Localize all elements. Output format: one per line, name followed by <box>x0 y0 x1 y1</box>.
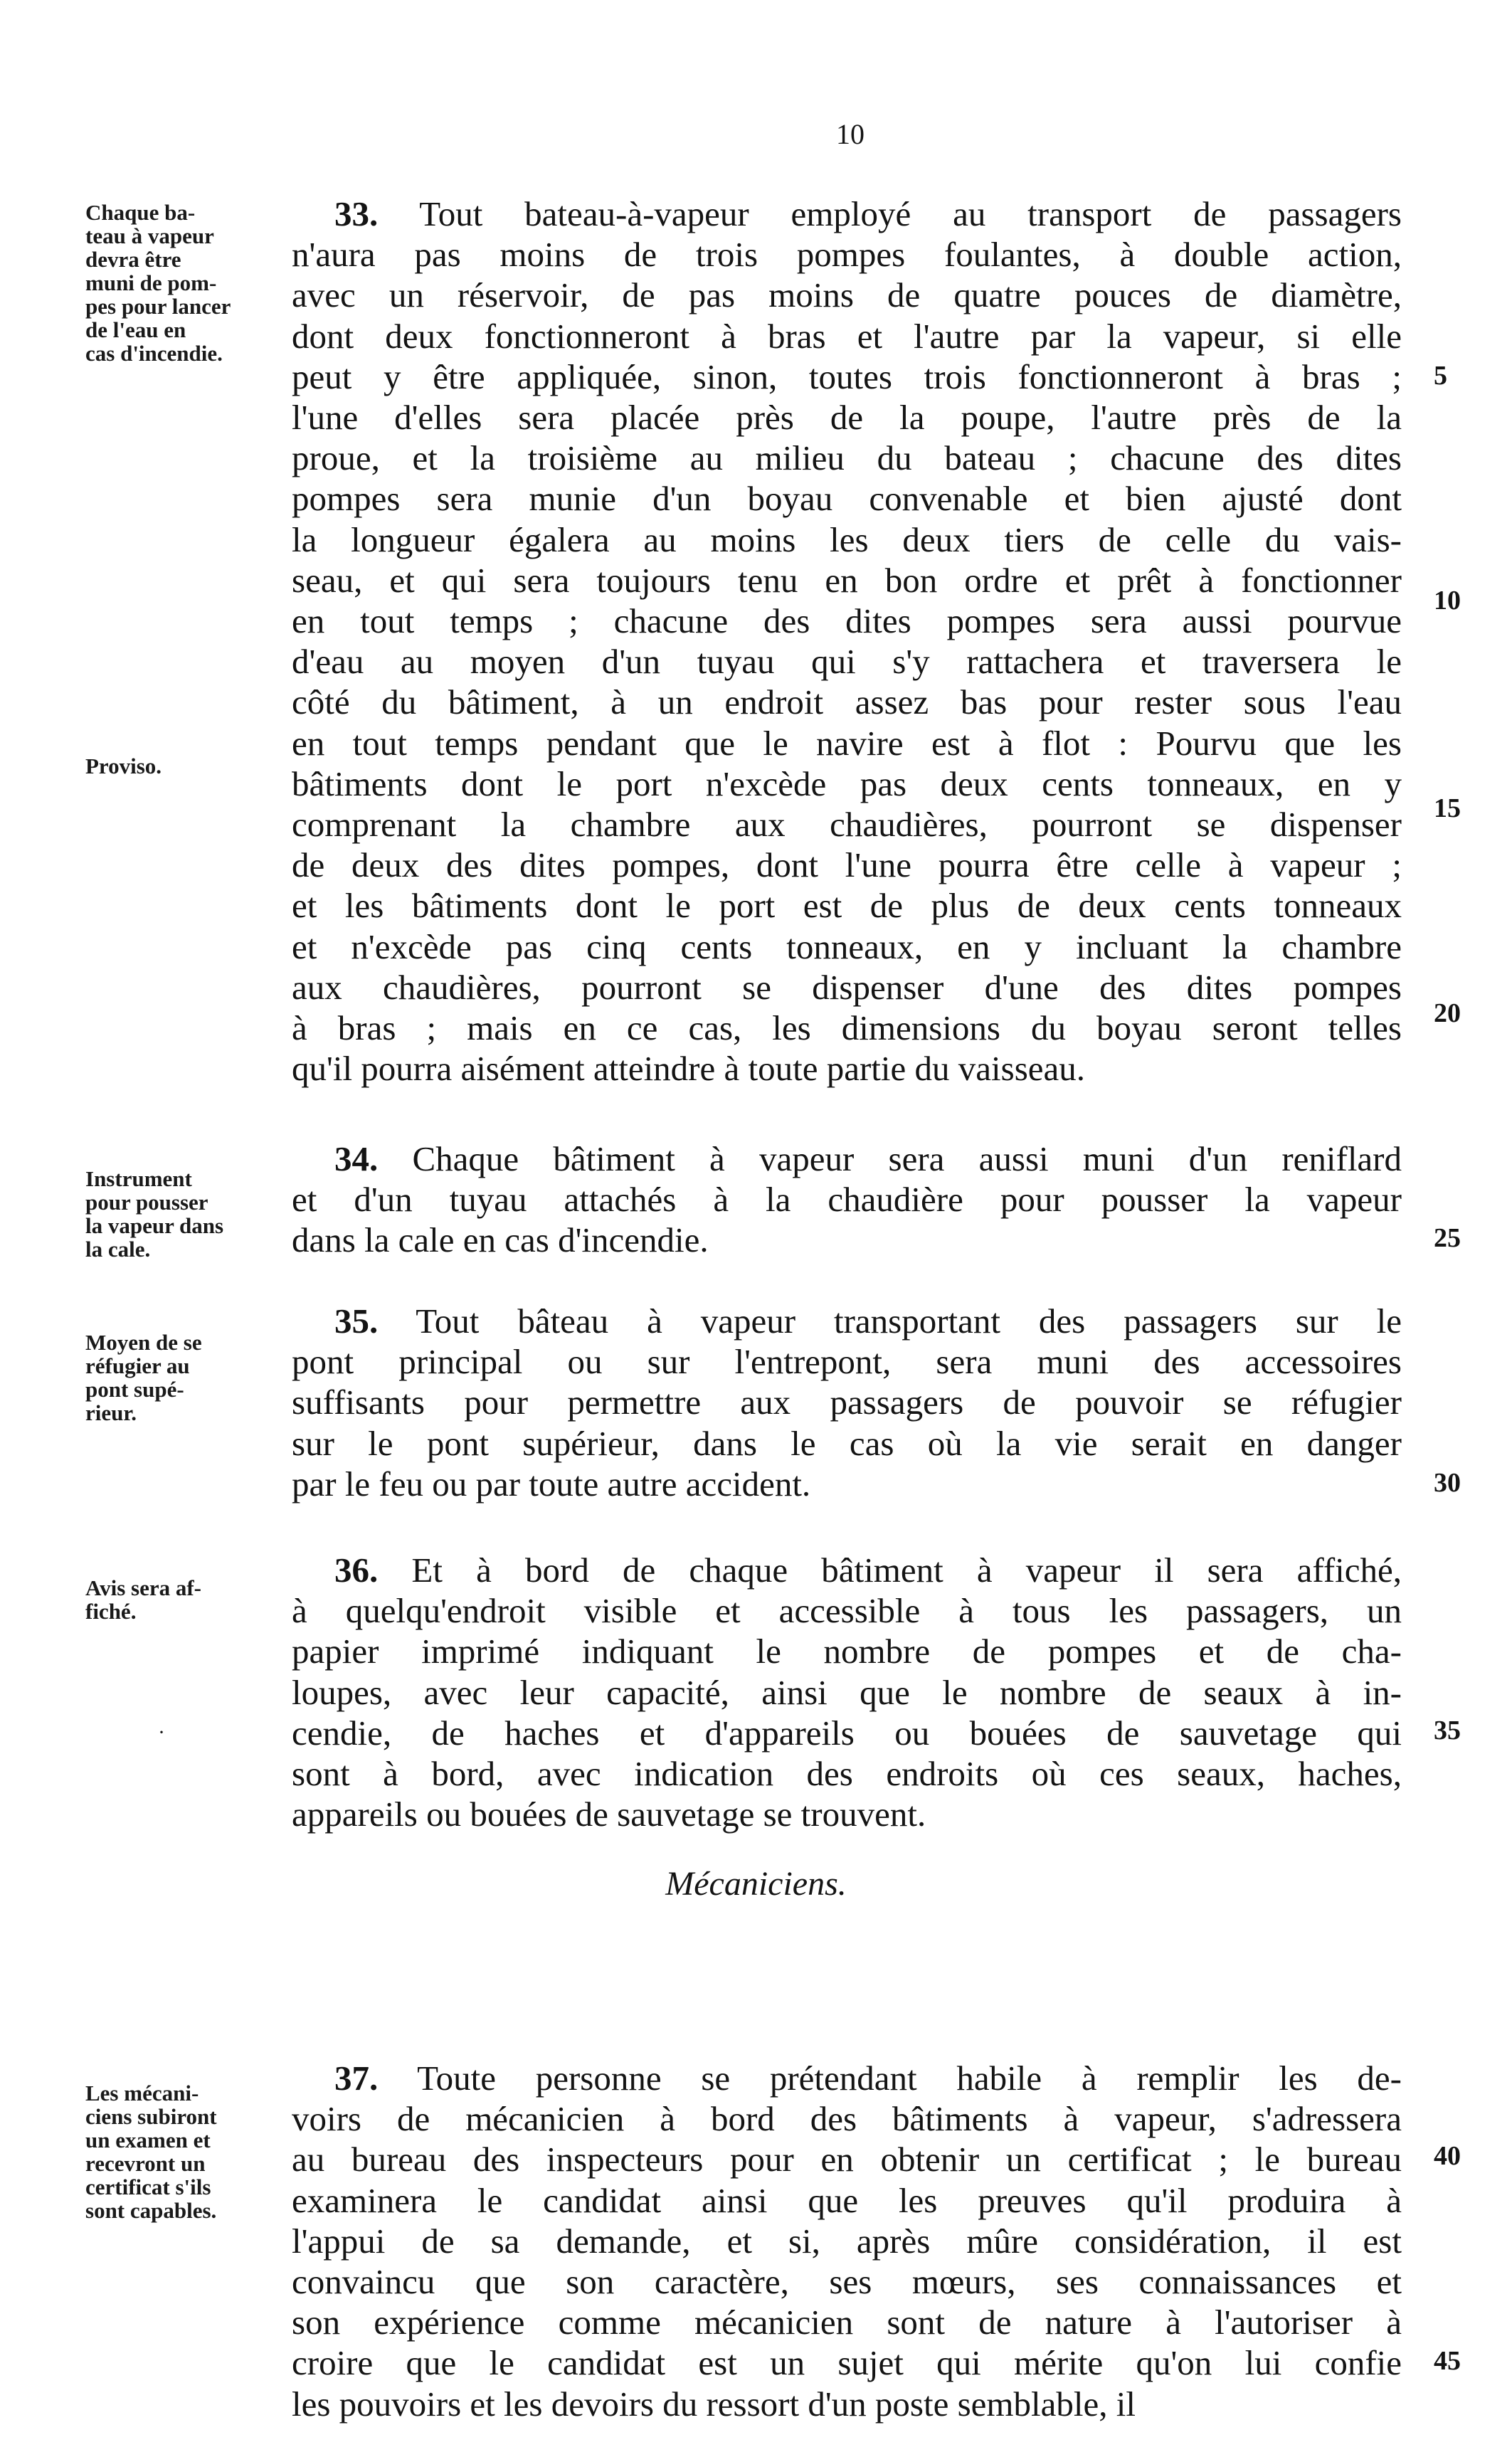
margin-note-line: pes pour lancer <box>85 294 231 319</box>
article-line: sont à bord, avec indication des endroits où ces seaux, haches, <box>292 1754 1402 1794</box>
margin-note-line: muni de pom- <box>85 270 217 295</box>
margin-note-line: Avis sera af- <box>85 1575 201 1600</box>
article-line-text: Et à bord de chaque bâtiment à vapeur il sera affiché, <box>411 1550 1402 1590</box>
article-line: loupes, avec leur capacité, ainsi que le nombre de seaux à in- <box>292 1672 1402 1712</box>
article-line: d'eau au moyen d'un tuyau qui s'y rattachera et traversera le <box>292 642 1402 682</box>
margin-note-article-34 <box>85 1167 292 1261</box>
article-number: 37. <box>334 2059 379 2098</box>
margin-note-line: rieur. <box>85 1400 137 1425</box>
margin-note-article-36 <box>85 1576 292 1623</box>
article-line: proue, et la troisième au milieu du bateau ; chacune des dites <box>292 438 1402 478</box>
article-line: l'appui de sa demande, et si, après mûre considération, il est <box>292 2221 1402 2261</box>
article-line: bâtiments dont le port n'excède pas deux cents tonneaux, en y <box>292 763 1402 803</box>
margin-note-line: recevront un <box>85 2151 206 2176</box>
stray-mark: · <box>158 1721 165 1744</box>
article-line: qu'il pourra aisément atteindre à toute partie du vaisseau. <box>292 1049 1086 1089</box>
line-number: 40 <box>1434 2141 1461 2171</box>
article-line <box>292 1138 1402 1179</box>
article-line: à bras ; mais en ce cas, les dimensions du boyau seront telles <box>292 1008 1402 1048</box>
margin-note-line: certificat s'ils <box>85 2175 211 2199</box>
margin-note-line: de l'eau en <box>85 317 186 342</box>
article-line: par le feu ou par toute autre accident. <box>292 1464 811 1504</box>
margin-note-line: devra être <box>85 247 181 272</box>
article-line-text: Tout bâteau à vapeur transportant des passagers sur le <box>416 1301 1402 1341</box>
line-number: 35 <box>1434 1716 1461 1745</box>
line-number: 20 <box>1434 998 1461 1028</box>
article-line: aux chaudières, pourront se dispenser d'une des dites pompes <box>292 967 1402 1007</box>
article-line: voirs de mécanicien à bord des bâtiments à vapeur, s'adressera <box>292 2099 1402 2139</box>
article-line: croire que le candidat est un sujet qui mérite qu'on lui confie <box>292 2343 1402 2383</box>
section-heading: Mécaniciens. <box>665 1865 847 1903</box>
line-number: 25 <box>1434 1223 1461 1253</box>
margin-note-line: Les mécani- <box>85 2081 199 2105</box>
article-37 <box>292 2058 1402 2424</box>
article-line: suffisants pour permettre aux passagers de pouvoir se réfugier <box>292 1383 1402 1422</box>
article-35 <box>292 1301 1402 1504</box>
article-line: en tout temps ; chacune des dites pompes sera aussi pourvue <box>292 601 1402 641</box>
line-number: 5 <box>1434 361 1447 391</box>
article-line: au bureau des inspecteurs pour en obtenir un certificat ; le bureau <box>292 2140 1402 2179</box>
article-line: examinera le candidat ainsi que les preuves qu'il produira à <box>292 2180 1402 2220</box>
line-number: 30 <box>1434 1468 1461 1498</box>
article-34 <box>292 1138 1402 1261</box>
article-number: 35. <box>334 1301 379 1341</box>
article-line: les pouvoirs et les devoirs du ressort d'un poste semblable, il <box>292 2384 1136 2424</box>
line-number: 45 <box>1434 2346 1461 2376</box>
article-line: dans la cale en cas d'incendie. <box>292 1220 709 1260</box>
line-number: 10 <box>1434 586 1461 615</box>
article-36 <box>292 1550 1402 1834</box>
article-line: l'une d'elles sera placée près de la poupe, l'autre près de la <box>292 398 1402 438</box>
margin-note-line: un examen et <box>85 2128 211 2152</box>
margin-note-line: ciens subiront <box>85 2104 217 2129</box>
margin-note-proviso <box>85 754 292 778</box>
article-33 <box>292 194 1402 1089</box>
margin-note-line: fiché. <box>85 1599 137 1624</box>
margin-note-article-37 <box>85 2081 292 2222</box>
article-line: papier imprimé indiquant le nombre de pompes et de cha- <box>292 1632 1402 1671</box>
article-line <box>292 2058 1402 2098</box>
margin-note-line: Instrument <box>85 1166 192 1191</box>
article-line: et les bâtiments dont le port est de plus de deux cents tonneaux <box>292 886 1402 926</box>
margin-note-article-33 <box>85 201 292 365</box>
page-number: 10 <box>836 118 865 150</box>
article-line: appareils ou bouées de sauvetage se trouvent. <box>292 1795 926 1834</box>
margin-note-line: la vapeur dans <box>85 1213 224 1238</box>
article-line: pompes sera munie d'un boyau convenable et bien ajusté dont <box>292 479 1402 519</box>
article-line: cendie, de haches et d'appareils ou bouées de sauvetage qui <box>292 1713 1402 1753</box>
article-line: convaincu que son caractère, ses mœurs, ses connaissances et <box>292 2262 1402 2302</box>
article-line-text: Tout bateau-à-vapeur employé au transport de passagers <box>419 194 1402 233</box>
article-line: en tout temps pendant que le navire est à flot : Pourvu que les <box>292 723 1402 763</box>
article-number: 34. <box>334 1139 379 1178</box>
article-number: 33. <box>334 194 379 233</box>
article-line: côté du bâtiment, à un endroit assez bas pour rester sous l'eau <box>292 682 1402 722</box>
margin-note-line: Chaque ba- <box>85 200 196 225</box>
margin-note-line: Moyen de se <box>85 1330 202 1355</box>
margin-note-article-35 <box>85 1331 292 1425</box>
margin-note-line: la cale. <box>85 1237 151 1262</box>
article-line: seau, et qui sera toujours tenu en bon ordre et prêt à fonctionner <box>292 560 1402 600</box>
article-line <box>292 194 1402 234</box>
article-line: et n'excède pas cinq cents tonneaux, en y incluant la chambre <box>292 926 1402 966</box>
article-number: 36. <box>334 1550 379 1590</box>
article-line-text: Toute personne se prétendant habile à remplir les de- <box>417 2059 1402 2098</box>
article-line <box>292 1550 1402 1590</box>
article-line: peut y être appliquée, sinon, toutes trois fonctionneront à bras ; <box>292 356 1402 396</box>
margin-note-line: pont supé- <box>85 1377 184 1402</box>
margin-note-line: cas d'incendie. <box>85 341 223 366</box>
article-line: la longueur égalera au moins les deux tiers de celle du vais- <box>292 519 1402 559</box>
article-line: avec un réservoir, de pas moins de quatre pouces de diamètre, <box>292 275 1402 315</box>
article-line <box>292 1301 1402 1341</box>
article-line-text: Chaque bâtiment à vapeur sera aussi muni d'un reniflard <box>412 1139 1402 1178</box>
margin-note-line: sont capables. <box>85 2198 217 2223</box>
margin-note-line: réfugier au <box>85 1353 190 1378</box>
margin-note-line: Proviso. <box>85 754 162 778</box>
article-line: son expérience comme mécanicien sont de nature à l'autoriser à <box>292 2303 1402 2342</box>
article-line: pont principal ou sur l'entrepont, sera muni des accessoires <box>292 1342 1402 1382</box>
article-line: à quelqu'endroit visible et accessible à tous les passagers, un <box>292 1591 1402 1631</box>
article-line: de deux des dites pompes, dont l'une pourra être celle à vapeur ; <box>292 845 1402 885</box>
article-line: et d'un tuyau attachés à la chaudière pour pousser la vapeur <box>292 1180 1402 1220</box>
margin-note-line: pour pousser <box>85 1190 208 1215</box>
article-line: comprenant la chambre aux chaudières, pourront se dispenser <box>292 805 1402 845</box>
article-line: sur le pont supérieur, dans le cas où la vie serait en danger <box>292 1423 1402 1463</box>
article-line: dont deux fonctionneront à bras et l'autre par la vapeur, si elle <box>292 316 1402 356</box>
article-line: n'aura pas moins de trois pompes foulantes, à double action, <box>292 235 1402 275</box>
margin-note-line: teau à vapeur <box>85 223 214 248</box>
line-number: 15 <box>1434 793 1461 823</box>
